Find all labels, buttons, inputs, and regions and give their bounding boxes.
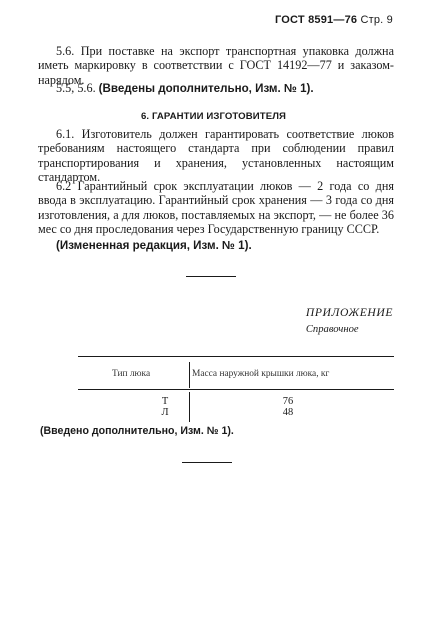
page-number: Стр. 9	[360, 14, 393, 26]
cell-mass: 48	[282, 407, 294, 418]
paragraph-5-5-note	[38, 81, 394, 96]
cell-mass: 76	[282, 396, 294, 407]
note-changed: (Измененная редакция, Изм. № 1).	[56, 239, 252, 252]
page-header	[275, 14, 393, 26]
column-header-mass: Масса наружной крышки люка, кг	[192, 369, 330, 379]
note-added: (Введены дополнительно, Изм. № 1).	[98, 82, 314, 95]
mass-table	[78, 356, 394, 428]
section-title: 6. ГАРАНТИИ ИЗГОТОВИТЕЛЯ	[140, 111, 287, 122]
cell-type: Т	[161, 396, 169, 407]
paragraph-6-2-note	[38, 238, 394, 253]
appendix-title: ПРИЛОЖЕНИЕ	[305, 306, 393, 319]
separator-rule	[186, 276, 236, 277]
table-header	[78, 356, 394, 390]
appendix-heading	[306, 304, 393, 338]
paragraph-5-6: 5.6. При поставке на экспорт транспортная упаковка должна иметь маркировку в соответствии с ГОСТ 14192—77 и заказом-нарядом.	[38, 44, 394, 87]
appendix-subtitle: Справочное	[305, 324, 359, 335]
table-header-rule	[78, 389, 394, 390]
table-note: (Введено дополнительно, Изм. № 1).	[40, 425, 234, 437]
paragraph-6-2: 6.2 Гарантийный срок эксплуатации люков — 2 года со дня ввода в эксплуатацию. Гарантийный срок хранения — 3 года со дня изготовления, а для люков, поставляемых на экспорт, — не более 36 мес со дня проследования через Государственную границу СССР.	[38, 179, 394, 237]
note-numbers: 5.5, 5.6.	[56, 81, 96, 95]
end-rule	[182, 462, 232, 463]
cell-type: Л	[161, 407, 169, 418]
column-header-type: Тип люка	[112, 369, 151, 379]
gost-number: ГОСТ 8591—76	[275, 14, 358, 26]
header-divider	[189, 362, 190, 388]
paragraph-6-1: 6.1. Изготовитель должен гарантировать соответствие люков требованиям настоящего стандарта при соблюдении правил транспортирования и хранения, установленных настоящим стандартом.	[38, 127, 394, 185]
